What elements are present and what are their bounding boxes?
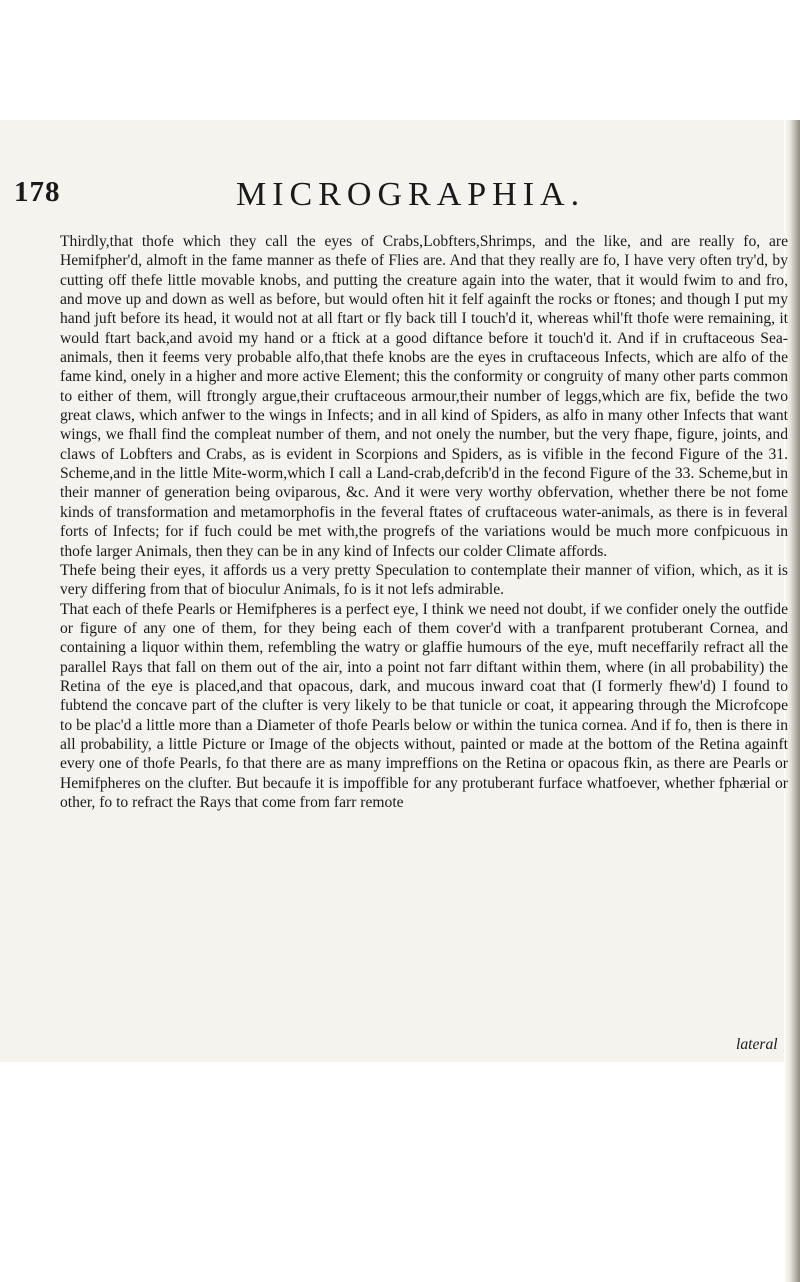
running-title: MICROGRAPHIA. [236, 176, 586, 213]
bottom-margin [0, 1062, 800, 1282]
page-header [0, 176, 800, 226]
body-text: Thirdly,that thofe which they call the eyes of Crabs,Lobfters,Shrimps, and the like, and are really fo, are Hemifpher'd, almoft in the fame manner as thefe of Flies are. And that they really are fo, I have very often try'd, by cutting off thefe little movable knobs, and putting the creature again into the water, that it would fwim to and fro, and move up and down as well as before, but would often hit it felf againft the rocks or ftones; and though I put my hand juft before its head, it would not at all ftart or fly back till I touch'd it, whereas whil'ft thofe were remaining, it would ftart back,and avoid my hand or a ftick at a good diftance before it touch'd it. And if in cruftaceous Sea-animals, then it feems very probable alfo,that thefe knobs are the eyes in cruftaceous Infects, which are alfo of the fame kind, onely in a higher and more active Element; this the conformity or congruity of many other parts common to either of them, will ftrongly argue,their cruftaceous armour,their number of leggs,which are fix, befide the two great claws, which anfwer to the wings in Infects; and in all kind of Spiders, as alfo in many other Infects that want wings, we fhall find the compleat number of them, and not onely the number, but the very fhape, figure, joints, and claws of Lobfters and Crabs, as is evident in Scorpions and Spiders, as is vifible in the fecond Figure of the 31. Scheme,and in the little Mite-worm,which I call a Land-crab,defcrib'd in the fecond Figure of the 33. Scheme,but in their manner of generation being oviparous, &c. And it were very worthy obfervation, whether there be not fome kinds of transformation and metamorphofis in the feveral ftates of cruftaceous water-animals, as there is in feveral forts of Infects; for if fuch could be met with,the progrefs of the variations would be much more confpicuous in thofe larger Animals, then they can be in any kind of Infects our colder Climate affords. Thefe being their eyes, it affords us a very pretty Speculation to contemplate their manner of vifion, which, as it is very differing from that of bioculur Animals, fo is it not lefs admirable. That each of thefe Pearls or Hemifpheres is a perfect eye, I think we need not doubt, if we confider onely the outfide or figure of any one of them, for they being each of them cover'd with a tranfparent protuberant Cornea, and containing a liquor within them, refembling the watry or glaffie humours of the eye, muft neceffarily refract all the parallel Rays that fall on them out of the air, into a point not farr diftant within them, where (in all probability) the Retina of the eye is placed,and that opacous, dark, and mucous inward coat that (I formerly fhew'd) I found to fubtend the concave part of the clufter is very likely to be that tunicle or coat, it appearing through the Microfcope to be plac'd a little more than a Diameter of thofe Pearls below or within the tunica cornea. And if fo, then is there in all probability, a little Picture or Image of the objects without, painted or made at the bottom of the Retina againft every one of thofe Pearls, fo that there are as many impreffions on the Retina or opacous fkin, as there are Pearls or Hemifpheres on the clufter. But becaufe it is impoffible for any protuberant furface whatfoever, whether fphærial or other, fo to refract the Rays that come from farr remote [60, 233, 788, 811]
page-number: 178 [14, 176, 61, 208]
catchword: lateral [736, 1036, 778, 1053]
top-margin [0, 0, 800, 120]
